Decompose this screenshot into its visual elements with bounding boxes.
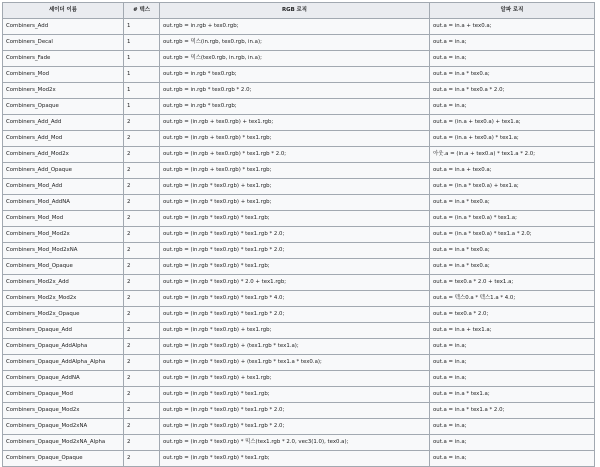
cell-alpha-logic: out.a = in.a;	[430, 371, 595, 387]
cell-texture-count: 2	[124, 339, 160, 355]
cell-texture-count: 2	[124, 419, 160, 435]
cell-rgb-logic: out.rgb = (in.rgb * tex0.rgb) * tex1.rgb * 2.0;	[160, 227, 430, 243]
cell-rgb-logic: out.rgb = 믹스(in.rgb, tex0.rgb, in.a);	[160, 35, 430, 51]
cell-alpha-logic: out.a = in.a;	[430, 99, 595, 115]
cell-shader-name: Combiners_Mod2x_Opaque	[3, 307, 124, 323]
table-row	[3, 259, 595, 275]
cell-shader-name: Combiners_Mod_Add	[3, 179, 124, 195]
cell-rgb-logic: out.rgb = (in.rgb * tex0.rgb) * tex1.rgb;	[160, 387, 430, 403]
cell-rgb-logic: out.rgb = (in.rgb + tex0.rgb) * tex1.rgb * 2.0;	[160, 147, 430, 163]
table-row	[3, 243, 595, 259]
cell-shader-name: Combiners_Add_Mod	[3, 131, 124, 147]
cell-shader-name: Combiners_Mod_Opaque	[3, 259, 124, 275]
cell-shader-name: Combiners_Opaque_Mod2xNA_Alpha	[3, 435, 124, 451]
cell-texture-count: 2	[124, 227, 160, 243]
cell-texture-count: 2	[124, 195, 160, 211]
cell-texture-count: 2	[124, 163, 160, 179]
cell-rgb-logic: out.rgb = (in.rgb * tex0.rgb) + (tex1.rgb * tex1.a * tex0.a);	[160, 355, 430, 371]
cell-rgb-logic: out.rgb = (in.rgb + tex0.rgb) + tex1.rgb;	[160, 115, 430, 131]
cell-shader-name: Combiners_Mod	[3, 67, 124, 83]
cell-shader-name: Combiners_Add	[3, 19, 124, 35]
cell-texture-count: 2	[124, 307, 160, 323]
cell-rgb-logic: out.rgb = (in.rgb * tex0.rgb) * tex1.rgb * 2.0;	[160, 419, 430, 435]
shader-combiner-table	[2, 2, 595, 467]
cell-texture-count: 2	[124, 355, 160, 371]
cell-rgb-logic: out.rgb = (in.rgb * tex0.rgb) + tex1.rgb;	[160, 323, 430, 339]
cell-alpha-logic: out.a = in.a * tex0.a * 2.0;	[430, 83, 595, 99]
cell-alpha-logic: out.a = in.a * tex0.a;	[430, 67, 595, 83]
table-row	[3, 371, 595, 387]
cell-texture-count: 2	[124, 115, 160, 131]
cell-shader-name: Combiners_Opaque_Mod	[3, 387, 124, 403]
cell-rgb-logic: out.rgb = in.rgb + tex0.rgb;	[160, 19, 430, 35]
table-row	[3, 83, 595, 99]
cell-alpha-logic: out.a = (in.a * tex0.a) + tex1.a;	[430, 179, 595, 195]
cell-texture-count: 1	[124, 51, 160, 67]
cell-alpha-logic: out.a = in.a * tex1.a * 2.0;	[430, 403, 595, 419]
cell-texture-count: 2	[124, 435, 160, 451]
cell-alpha-logic: out.a = in.a + tex0.a;	[430, 163, 595, 179]
cell-shader-name: Combiners_Mod_Mod2xNA	[3, 243, 124, 259]
cell-texture-count: 2	[124, 179, 160, 195]
cell-texture-count: 1	[124, 19, 160, 35]
cell-texture-count: 2	[124, 291, 160, 307]
cell-texture-count: 1	[124, 35, 160, 51]
cell-texture-count: 2	[124, 387, 160, 403]
cell-texture-count: 1	[124, 67, 160, 83]
table-row	[3, 355, 595, 371]
table-row	[3, 275, 595, 291]
cell-alpha-logic: out.a = 텍스0.a * 텍스1.a * 4.0;	[430, 291, 595, 307]
cell-texture-count: 2	[124, 371, 160, 387]
cell-rgb-logic: out.rgb = (in.rgb * tex0.rgb) + tex1.rgb;	[160, 195, 430, 211]
cell-alpha-logic: out.a = in.a;	[430, 355, 595, 371]
header-rgb-logic: RGB 로직	[160, 3, 430, 19]
cell-rgb-logic: out.rgb = (in.rgb * tex0.rgb) + tex1.rgb;	[160, 371, 430, 387]
table-row	[3, 147, 595, 163]
table-row	[3, 387, 595, 403]
table-row	[3, 163, 595, 179]
cell-rgb-logic: out.rgb = (in.rgb * tex0.rgb) * tex1.rgb;	[160, 259, 430, 275]
cell-rgb-logic: out.rgb = (in.rgb * tex0.rgb) * 믹스(tex1.rgb * 2.0, vec3(1.0), tex0.a);	[160, 435, 430, 451]
cell-texture-count: 2	[124, 403, 160, 419]
cell-shader-name: Combiners_Add_Opaque	[3, 163, 124, 179]
cell-texture-count: 2	[124, 147, 160, 163]
cell-shader-name: Combiners_Mod2x_Mod2x	[3, 291, 124, 307]
cell-rgb-logic: out.rgb = (in.rgb * tex0.rgb) * tex1.rgb * 2.0;	[160, 243, 430, 259]
table-row	[3, 115, 595, 131]
table-row	[3, 291, 595, 307]
cell-shader-name: Combiners_Fade	[3, 51, 124, 67]
cell-alpha-logic: out.a = (in.a * tex0.a) * tex1.a * 2.0;	[430, 227, 595, 243]
cell-alpha-logic: out.a = tex0.a * 2.0;	[430, 307, 595, 323]
cell-shader-name: Combiners_Mod2x_Add	[3, 275, 124, 291]
cell-texture-count: 1	[124, 83, 160, 99]
cell-texture-count: 2	[124, 211, 160, 227]
header-shader-name: 셰이더 이름	[3, 3, 124, 19]
cell-alpha-logic: out.a = (in.a * tex0.a) * tex1.a;	[430, 211, 595, 227]
cell-shader-name: Combiners_Add_Mod2x	[3, 147, 124, 163]
cell-rgb-logic: out.rgb = in.rgb * tex0.rgb;	[160, 99, 430, 115]
table-row	[3, 403, 595, 419]
cell-shader-name: Combiners_Opaque_Add	[3, 323, 124, 339]
cell-shader-name: Combiners_Mod_Mod	[3, 211, 124, 227]
table-row	[3, 451, 595, 467]
cell-shader-name: Combiners_Mod2x	[3, 83, 124, 99]
cell-alpha-logic: out.a = in.a;	[430, 419, 595, 435]
table-row	[3, 67, 595, 83]
table-row	[3, 435, 595, 451]
cell-texture-count: 2	[124, 259, 160, 275]
table-row	[3, 195, 595, 211]
cell-rgb-logic: out.rgb = (in.rgb * tex0.rgb) * tex1.rgb * 4.0;	[160, 291, 430, 307]
cell-rgb-logic: out.rgb = (in.rgb * tex0.rgb) * 2.0 + tex1.rgb;	[160, 275, 430, 291]
cell-texture-count: 2	[124, 275, 160, 291]
table-row	[3, 179, 595, 195]
cell-alpha-logic: out.a = (in.a + tex0.a) + tex1.a;	[430, 115, 595, 131]
table-body	[3, 19, 595, 467]
table-row	[3, 99, 595, 115]
cell-shader-name: Combiners_Add_Add	[3, 115, 124, 131]
cell-rgb-logic: out.rgb = (in.rgb * tex0.rgb) + (tex1.rgb * tex1.a);	[160, 339, 430, 355]
cell-shader-name: Combiners_Mod_Mod2x	[3, 227, 124, 243]
cell-rgb-logic: out.rgb = in.rgb * tex0.rgb;	[160, 67, 430, 83]
cell-alpha-logic: out.a = in.a;	[430, 435, 595, 451]
cell-alpha-logic: out.a = in.a * tex0.a;	[430, 243, 595, 259]
cell-shader-name: Combiners_Opaque_Opaque	[3, 451, 124, 467]
cell-shader-name: Combiners_Opaque_Mod2xNA	[3, 419, 124, 435]
cell-alpha-logic: out.a = in.a + tex1.a;	[430, 323, 595, 339]
table-header-row	[3, 3, 595, 19]
cell-alpha-logic: out.a = in.a;	[430, 451, 595, 467]
cell-shader-name: Combiners_Opaque	[3, 99, 124, 115]
cell-shader-name: Combiners_Opaque_AddAlpha	[3, 339, 124, 355]
cell-texture-count: 2	[124, 131, 160, 147]
cell-rgb-logic: out.rgb = 믹스(tex0.rgb, in.rgb, in.a);	[160, 51, 430, 67]
cell-shader-name: Combiners_Opaque_AddAlpha_Alpha	[3, 355, 124, 371]
cell-alpha-logic: out.a = (in.a + tex0.a) * tex1.a;	[430, 131, 595, 147]
table-row	[3, 19, 595, 35]
cell-shader-name: Combiners_Decal	[3, 35, 124, 51]
cell-shader-name: Combiners_Opaque_Mod2x	[3, 403, 124, 419]
cell-alpha-logic: out.a = in.a * tex0.a;	[430, 195, 595, 211]
cell-rgb-logic: out.rgb = in.rgb * tex0.rgb * 2.0;	[160, 83, 430, 99]
cell-alpha-logic: out.a = in.a;	[430, 35, 595, 51]
header-texture-count: # 텍스	[124, 3, 160, 19]
cell-rgb-logic: out.rgb = (in.rgb * tex0.rgb) * tex1.rgb;	[160, 211, 430, 227]
cell-alpha-logic: 아웃.a = (in.a + tex0.a) * tex1.a * 2.0;	[430, 147, 595, 163]
table-row	[3, 227, 595, 243]
cell-texture-count: 2	[124, 243, 160, 259]
cell-texture-count: 2	[124, 451, 160, 467]
cell-rgb-logic: out.rgb = (in.rgb * tex0.rgb) * tex1.rgb;	[160, 451, 430, 467]
cell-alpha-logic: out.a = in.a * tex0.a;	[430, 259, 595, 275]
cell-alpha-logic: out.a = in.a + tex0.a;	[430, 19, 595, 35]
cell-rgb-logic: out.rgb = (in.rgb + tex0.rgb) * tex1.rgb;	[160, 163, 430, 179]
shader-table-container	[2, 2, 595, 467]
cell-alpha-logic: out.a = tex0.a * 2.0 + tex1.a;	[430, 275, 595, 291]
cell-rgb-logic: out.rgb = (in.rgb * tex0.rgb) * tex1.rgb * 2.0;	[160, 403, 430, 419]
table-row	[3, 51, 595, 67]
cell-alpha-logic: out.a = in.a * tex1.a;	[430, 387, 595, 403]
cell-shader-name: Combiners_Opaque_AddNA	[3, 371, 124, 387]
cell-texture-count: 1	[124, 99, 160, 115]
cell-alpha-logic: out.a = in.a;	[430, 339, 595, 355]
table-row	[3, 211, 595, 227]
table-row	[3, 131, 595, 147]
table-row	[3, 35, 595, 51]
cell-texture-count: 2	[124, 323, 160, 339]
header-alpha-logic: 알파 로직	[430, 3, 595, 19]
cell-shader-name: Combiners_Mod_AddNA	[3, 195, 124, 211]
cell-alpha-logic: out.a = in.a;	[430, 51, 595, 67]
table-row	[3, 419, 595, 435]
cell-rgb-logic: out.rgb = (in.rgb * tex0.rgb) * tex1.rgb * 2.0;	[160, 307, 430, 323]
cell-rgb-logic: out.rgb = (in.rgb * tex0.rgb) + tex1.rgb;	[160, 179, 430, 195]
table-row	[3, 323, 595, 339]
table-row	[3, 307, 595, 323]
cell-rgb-logic: out.rgb = (in.rgb + tex0.rgb) * tex1.rgb;	[160, 131, 430, 147]
table-row	[3, 339, 595, 355]
